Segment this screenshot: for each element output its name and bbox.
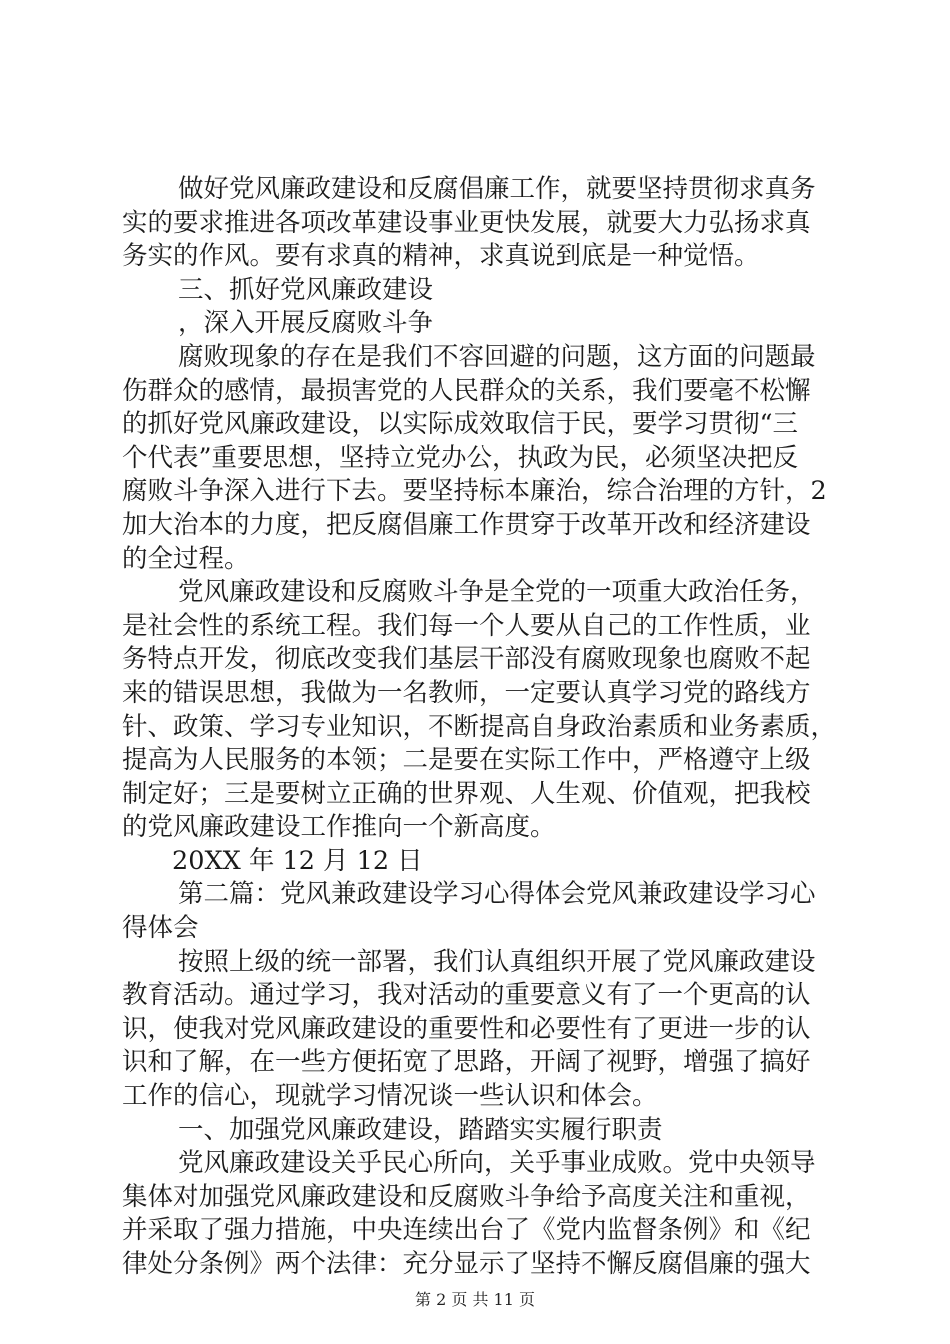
text-line: 教育活动。通过学习，我对活动的重要意义有了一个更高的认	[122, 980, 811, 1011]
text-line: 党风廉政建设和反腐败斗争是全党的一项重大政治任务，	[178, 577, 816, 608]
text-line: 的抓好党风廉政建设，以实际成效取信于民，要学习贯彻“三	[122, 409, 799, 440]
text-line: 的党风廉政建设工作推向一个新高度。	[122, 812, 556, 843]
text-line: 的全过程。	[122, 543, 250, 574]
text-line: 第二篇：党风兼政建设学习心得体会党风兼政建设学习心	[178, 879, 816, 910]
text-line: 三、抓好党风廉政建设	[178, 274, 434, 305]
text-line: 来的错误思想，我做为一名教师，一定要认真学习党的路线方	[122, 677, 811, 708]
text-line: 按照上级的统一部署，我们认真组织开展了党风廉政建设	[178, 946, 816, 977]
text-line: 并采取了强力措施，中央连续出台了《党内监督条例》和《纪	[122, 1215, 811, 1246]
text-line: 一、加强党风廉政建设，踏踏实实履行职责	[178, 1114, 663, 1145]
text-line: 个代表”重要思想，坚持立党办公，执政为民，必须坚决把反	[122, 442, 799, 473]
text-line: 加大治本的力度，把反腐倡廉工作贯穿于改革开改和经济建设	[122, 509, 811, 540]
text-line: 识和了解，在一些方便拓宽了思路，开阔了视野，增强了搞好	[122, 1047, 811, 1078]
text-line: 得体会	[122, 913, 199, 944]
text-line: 识，使我对党风廉政建设的重要性和必要性有了更进一步的认	[122, 1013, 811, 1044]
text-line: ，深入开展反腐败斗争	[178, 308, 434, 339]
text-line: 党风廉政建设关乎民心所向，关乎事业成败。党中央领导	[178, 1148, 816, 1179]
text-line: 实的要求推进各项改革建设事业更快发展，就要大力弘扬求真	[122, 207, 811, 238]
text-line: 20XX 年 12 月 12 日	[172, 845, 423, 876]
text-line: 务实的作风。要有求真的精神，求真说到底是一种觉悟。	[122, 241, 760, 272]
text-line: 提高为人民服务的本领；二是要在实际工作中，严格遵守上级	[122, 745, 811, 776]
text-line: 律处分条例》两个法律：充分显示了坚持不懈反腐倡廉的强大	[122, 1249, 811, 1279]
text-line: 伤群众的感情，最损害党的人民群众的关系，我们要毫不松懈	[122, 375, 811, 406]
text-line: 集体对加强党风廉政建设和反腐败斗争给予高度关注和重视，	[122, 1181, 811, 1212]
document-body	[122, 173, 838, 1282]
text-line: 工作的信心，现就学习情况谈一些认识和体会。	[122, 1081, 658, 1112]
text-line: 针、政策、学习专业知识，不断提高自身政治素质和业务素质，	[122, 711, 837, 742]
text-line: 腐败斗争深入进行下去。要坚持标本廉治，综合治理的方针，2	[122, 476, 827, 507]
text-line: 务特点开发，彻底改变我们基层干部没有腐败现象也腐败不起	[122, 644, 811, 675]
text-line: 是社会性的系统工程。我们每一个人要从自己的工作性质，业	[122, 610, 811, 641]
text-line: 腐败现象的存在是我们不容回避的问题，这方面的问题最	[178, 341, 816, 372]
text-line: 制定好；三是要树立正确的世界观、人生观、价值观，把我校	[122, 778, 811, 809]
page-footer: 第 2 页 共 11 页	[415, 1290, 535, 1309]
text-line: 做好党风廉政建设和反腐倡廉工作，就要坚持贯彻求真务	[178, 174, 816, 204]
